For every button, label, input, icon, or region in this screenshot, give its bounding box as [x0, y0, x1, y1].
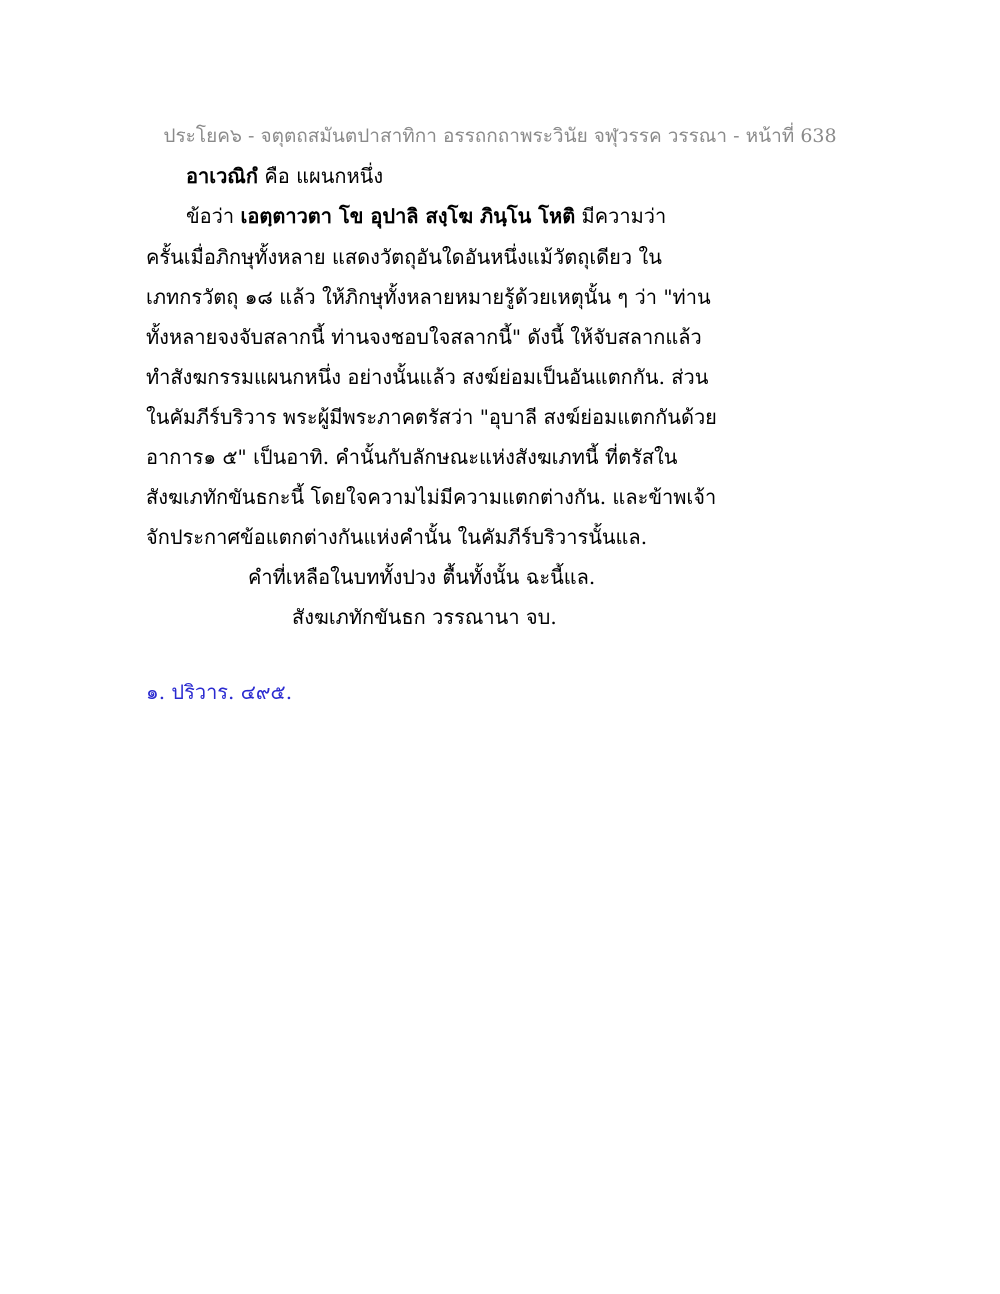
line-pali-quote	[186, 196, 666, 236]
pali-term: อาเวณิกํ	[186, 164, 258, 188]
page-header: ประโยค๖ - จตุตถสมันตปาสาทิกา อรรถกถาพระวินัย จฬุวรรค วรรณา - หน้าที่ 638	[163, 125, 837, 147]
paragraph-line-8: อาการ๑ ๕" เป็นอาทิ. คำนั้นกับลักษณะแห่งสังฆเภทนี้ ที่ตรัสใน	[146, 445, 678, 469]
term-definition: คือ แผนกหนึ่ง	[257, 164, 384, 188]
paragraph-line-7: ในคัมภีร์บริวาร พระผู้มีพระภาคตรัสว่า "อุบาลี สงฆ์ย่อมแตกกันด้วย	[146, 405, 717, 429]
closing-line: คำที่เหลือในบททั้งปวง ตื้นทั้งนั้น ฉะนี้แล.	[248, 565, 596, 589]
paragraph-line-5: ทั้งหลายจงจับสลากนี้ ท่านจงชอบใจสลากนี้" ดังนี้ ให้จับสลากแล้ว	[146, 325, 702, 349]
paragraph-line-9: สังฆเภทักขันธกะนี้ โดยใจความไม่มีความแตกต่างกัน. และข้าพเจ้า	[146, 485, 717, 509]
footnote: ๑. ปริวาร. ๔๙๕.	[146, 680, 293, 704]
section-end-line: สังฆเภทักขันธก วรรณานา จบ.	[292, 605, 557, 629]
paragraph-line-4: เภทกรวัตถุ ๑๘ แล้ว ให้ภิกษุทั้งหลายหมายรู้ด้วยเหตุนั้น ๆ ว่า "ท่าน	[146, 285, 711, 309]
paragraph-line-3: ครั้นเมื่อภิกษุทั้งหลาย แสดงวัตถุอันใดอันหนึ่งแม้วัตถุเดียว ใน	[146, 245, 662, 269]
quote-lead: ข้อว่า	[186, 204, 241, 228]
quote-rest: มีความว่า	[575, 204, 667, 228]
paragraph-line-6: ทำสังฆกรรมแผนกหนึ่ง อย่างนั้นแล้ว สงฆ์ย่อมเป็นอันแตกกัน. ส่วน	[146, 365, 709, 389]
line-term-avenika	[186, 156, 383, 196]
pali-quote: เอตฺตาวตา โข อุปาลิ สงฺโฆ ภินฺโน โหติ	[240, 204, 576, 228]
paragraph-line-10: จักประกาศข้อแตกต่างกันแห่งคำนั้น ในคัมภีร์บริวารนั้นแล.	[146, 525, 648, 549]
